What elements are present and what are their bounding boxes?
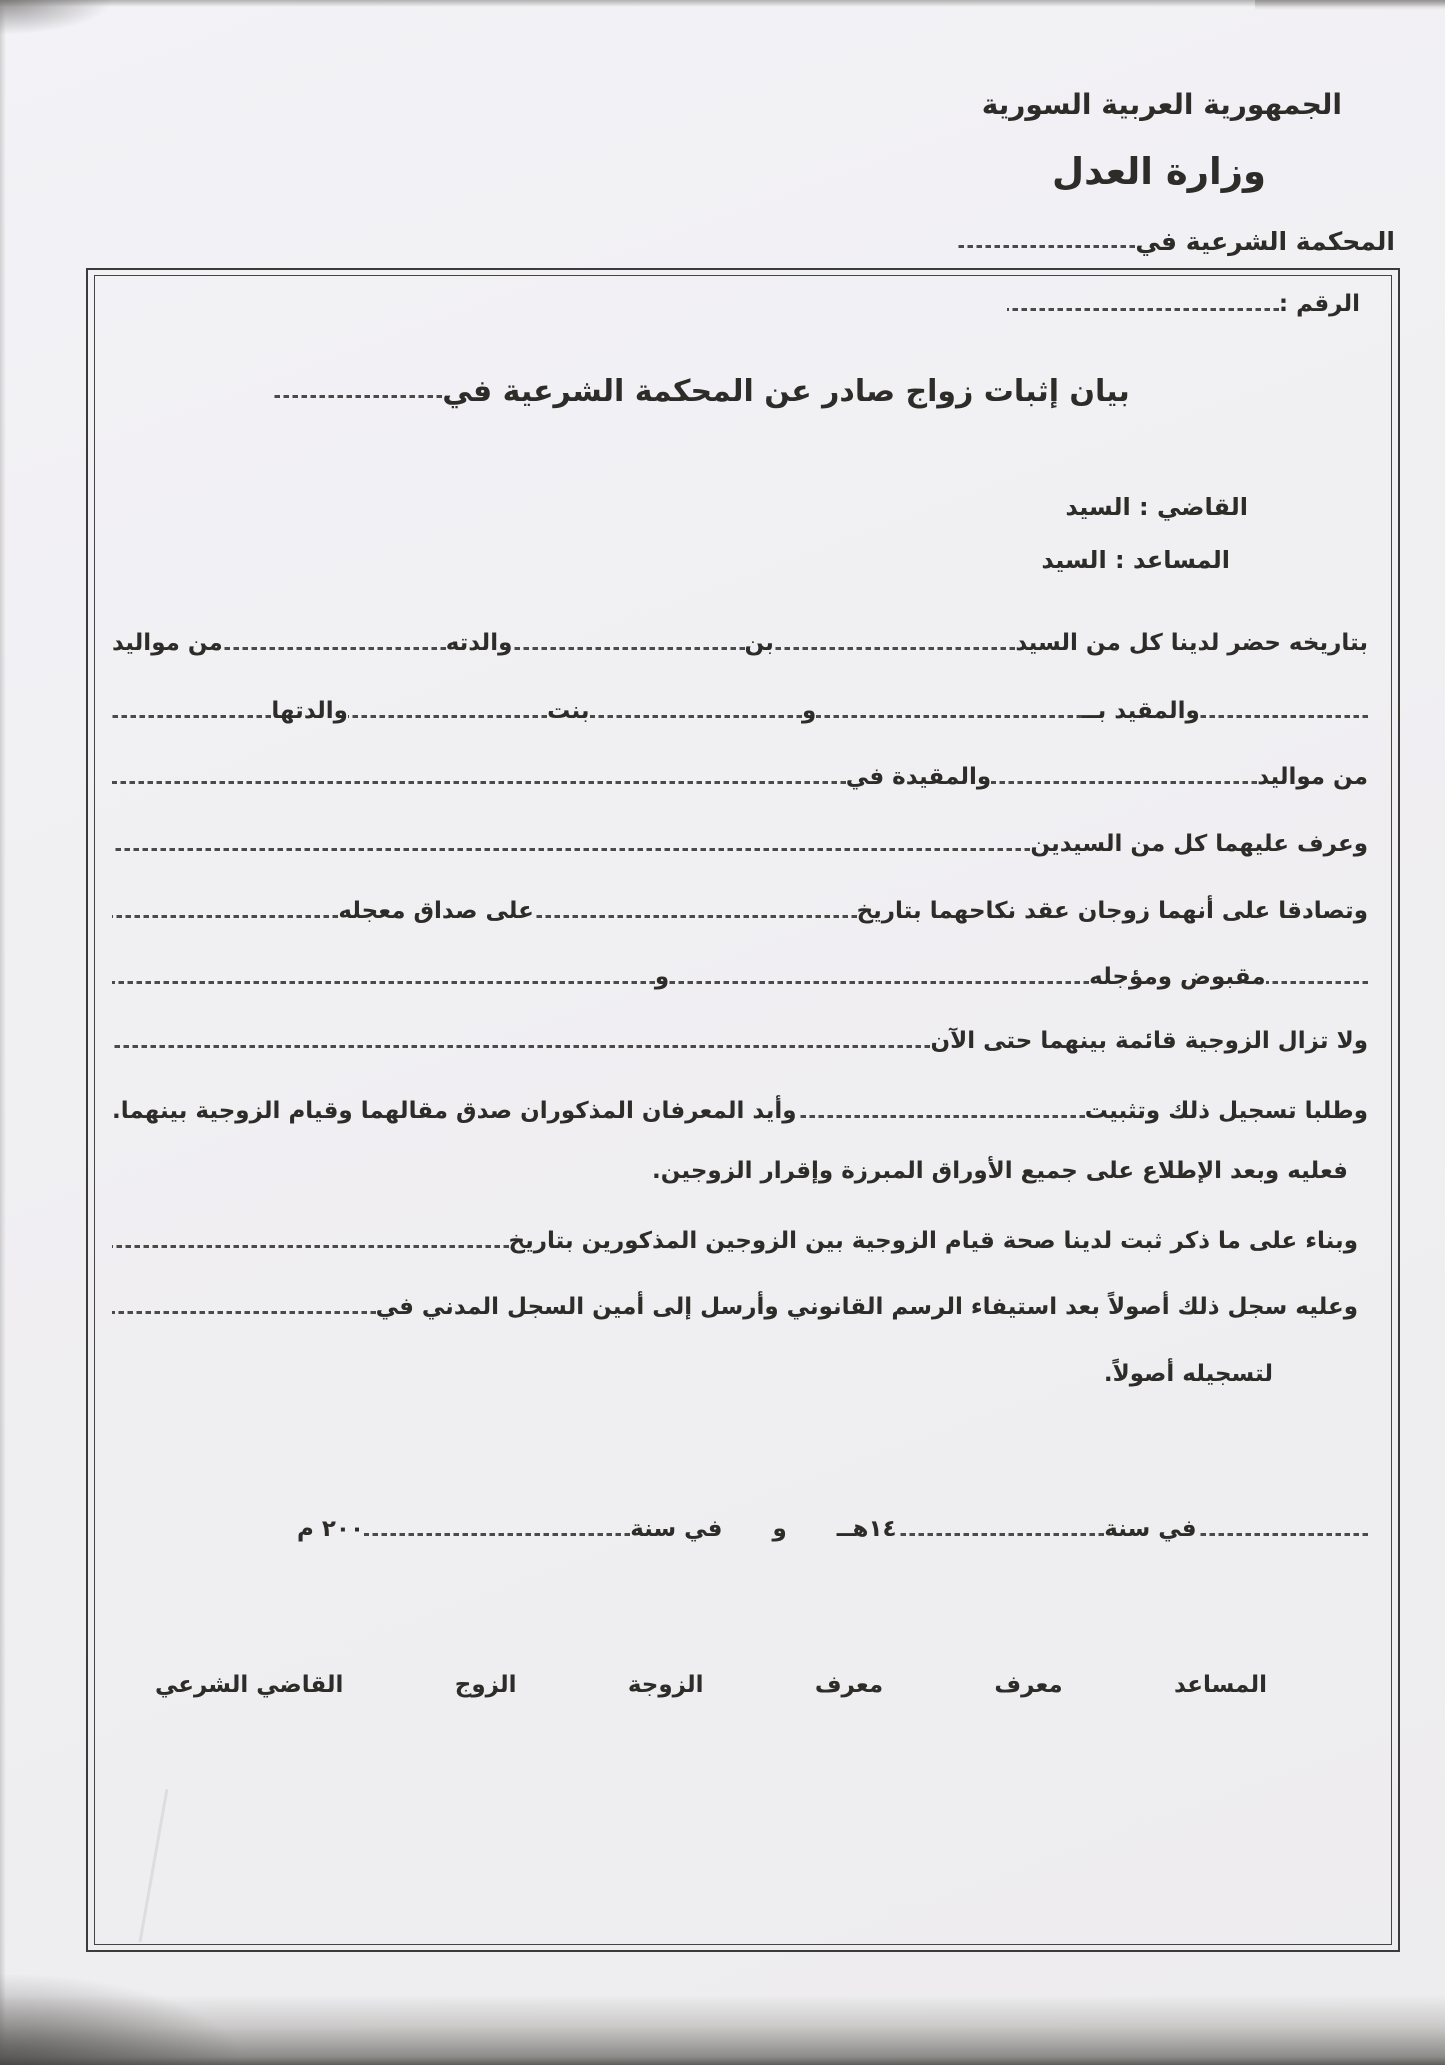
- blank-line: [112, 1045, 930, 1048]
- blank-line: [1200, 715, 1368, 718]
- blank-line: [897, 1533, 1105, 1536]
- spacer: [1273, 1374, 1368, 1375]
- blank-line: [223, 647, 446, 650]
- spacer: [787, 1529, 837, 1530]
- blank-line: [816, 715, 1082, 718]
- blank-line: [1266, 981, 1368, 984]
- line-text: ولا تزال الزوجية قائمة بينهما حتى الآن: [930, 1028, 1368, 1054]
- line-text: و: [772, 1516, 787, 1542]
- blank-line: [112, 715, 271, 718]
- spacer: [1358, 1307, 1368, 1308]
- line-text: في سنة: [630, 1516, 723, 1542]
- form-line-10: [112, 1220, 1368, 1262]
- line-text: وأيد المعرفان المذكوران صدق مقالهما وقيام الزوجية بينهما.: [112, 1098, 797, 1124]
- form-line-4: [112, 823, 1368, 865]
- form-line-9: [112, 1150, 1368, 1192]
- line-text: المساعد : السيد: [1041, 546, 1230, 574]
- blank-line: [534, 915, 857, 918]
- blank-line: [112, 781, 846, 784]
- line-text: والدته: [445, 630, 513, 656]
- form-line-7: [112, 1020, 1368, 1062]
- line-text: وبناء على ما ذكر ثبت لدينا صحة قيام الزوجية بين الزوجين المذكورين بتاريخ: [508, 1228, 1358, 1254]
- form-line-3: [112, 756, 1368, 798]
- line-text: بيان إثبات زواج صادر عن المحكمة الشرعية في: [442, 373, 1130, 409]
- form-line-11: [112, 1286, 1368, 1328]
- signature-row: [155, 1664, 1267, 1706]
- line-text: و: [802, 698, 817, 724]
- signature-label-4: الزوجة: [627, 1672, 704, 1698]
- line-text: الرقم :: [1278, 291, 1360, 317]
- line-text: وتصادقا على أنهما زوجان عقد نكاحهما بتاريخ: [856, 898, 1368, 924]
- form-body: [112, 0, 1368, 1500]
- spacer: [1348, 1171, 1368, 1172]
- signature-label-6: القاضي الشرعي: [155, 1672, 344, 1698]
- line-text: المحكمة الشرعية في: [1135, 226, 1395, 256]
- blank-line: [112, 1245, 509, 1248]
- spacer: [722, 1529, 772, 1530]
- line-text: القاضي : السيد: [1065, 493, 1248, 521]
- blank-line: [512, 647, 744, 650]
- blank-line: [991, 781, 1257, 784]
- signature-label-5: الزوج: [454, 1672, 517, 1698]
- blank-line: [364, 1533, 630, 1536]
- line-text: بن: [744, 630, 774, 656]
- date-line: [112, 1508, 1368, 1550]
- line-text: بتاريخه حضر لدينا كل من السيد: [1015, 630, 1368, 656]
- form-line-12: [112, 1353, 1368, 1395]
- line-text: بنت: [547, 698, 590, 724]
- form-line-1: [112, 622, 1368, 664]
- country-title: الجمهورية العربية السورية: [981, 88, 1342, 121]
- line-text: فعليه وبعد الإطلاع على جميع الأوراق المبرزة وإقرار الزوجين.: [652, 1158, 1348, 1184]
- blank-line: [590, 715, 803, 718]
- line-text: ٢٠٠ م: [297, 1516, 364, 1542]
- blank-line: [112, 915, 338, 918]
- line-text: والمقيد بــ: [1081, 698, 1200, 724]
- ministry-title: وزارة العدل: [1052, 150, 1266, 193]
- spacer: [112, 1529, 297, 1530]
- line-text: والدتها: [271, 698, 348, 724]
- blank-line: [112, 1311, 376, 1314]
- blank-line: [348, 715, 547, 718]
- signature-label-1: المساعد: [1174, 1672, 1267, 1698]
- line-text: وعليه سجل ذلك أصولاً بعد استيفاء الرسم القانوني وأرسل إلى أمين السجل المدني في: [375, 1294, 1358, 1320]
- signature-label-3: معرف: [814, 1672, 884, 1698]
- line-text: على صداق معجله: [338, 898, 534, 924]
- line-text: والمقيدة في: [845, 764, 992, 790]
- blank-line: [1197, 1533, 1368, 1536]
- blank-line: [797, 1115, 1085, 1118]
- line-text: في سنة: [1104, 1516, 1197, 1542]
- blank-line: [669, 981, 1089, 984]
- line-text: مقبوض ومؤجله: [1089, 964, 1266, 990]
- form-line-8: [112, 1090, 1368, 1132]
- line-text: وعرف عليهما كل من السيدين: [1030, 831, 1368, 857]
- form-line-6: [112, 956, 1368, 998]
- line-text: لتسجيله أصولاً.: [1103, 1361, 1273, 1387]
- blank-line: [112, 981, 655, 984]
- form-line-5: [112, 890, 1368, 932]
- line-text: و: [654, 964, 670, 990]
- blank-line: [774, 647, 1015, 650]
- line-text: من مواليد: [1257, 764, 1368, 790]
- blank-line: [112, 848, 1030, 851]
- signature-label-2: معرف: [994, 1672, 1063, 1698]
- line-text: وطلبا تسجيل ذلك وتثبيت: [1084, 1098, 1368, 1124]
- spacer: [1358, 1241, 1368, 1242]
- line-text: من مواليد: [112, 630, 223, 656]
- line-text: ١٤هــ: [836, 1516, 897, 1542]
- form-line-2: [112, 690, 1368, 732]
